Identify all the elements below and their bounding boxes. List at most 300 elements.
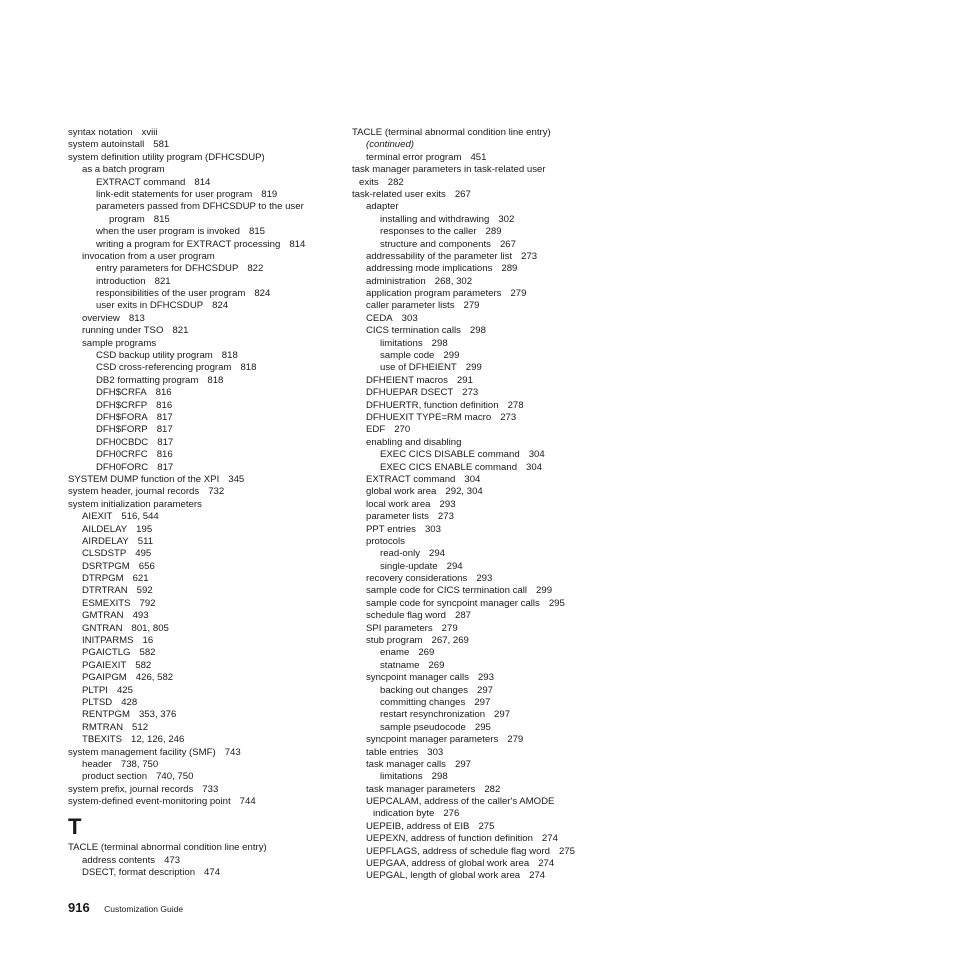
index-term: syncpoint manager parameters — [366, 734, 499, 746]
index-entry — [352, 288, 632, 300]
index-term: limitations — [380, 771, 423, 783]
index-entry — [68, 796, 348, 808]
index-term: system header, journal records — [68, 486, 200, 498]
index-term: DFH$FORP — [96, 424, 148, 436]
index-page-ref: 818 — [221, 350, 238, 362]
index-term: AIEXIT — [82, 511, 113, 523]
index-page-ref: 299 — [536, 585, 553, 597]
index-entry — [352, 251, 632, 263]
index-page-ref: 743 — [224, 746, 241, 758]
index-term: parameters passed from DFHCSDUP to the user — [96, 201, 304, 213]
index-entry — [68, 164, 348, 176]
index-entry — [68, 375, 348, 387]
index-entry — [68, 313, 348, 325]
index-term: CSD backup utility program — [96, 350, 213, 362]
index-page-ref: 297 — [494, 709, 511, 721]
index-entry — [352, 189, 632, 201]
index-page-ref: 824 — [212, 300, 229, 312]
index-term: installing and withdrawing — [380, 213, 490, 225]
index-page-ref: 292, 304 — [445, 486, 483, 498]
index-term: addressing mode implications — [366, 263, 493, 275]
index-entry — [352, 177, 632, 189]
index-entry — [68, 486, 348, 498]
index-term: PGAIEXIT — [82, 659, 127, 671]
index-term: DFH$FORA — [96, 411, 148, 423]
index-page-ref: 822 — [247, 263, 264, 275]
index-entry — [352, 747, 632, 759]
index-page-ref: 744 — [239, 796, 256, 808]
index-term: statname — [380, 659, 420, 671]
index-page-ref: 425 — [116, 684, 133, 696]
index-term: EXEC CICS ENABLE command — [380, 461, 518, 473]
index-page-ref: 275 — [478, 820, 495, 832]
index-entry — [352, 635, 632, 647]
index-page-ref: 267 — [499, 238, 516, 250]
index-term: user exits in DFHCSDUP — [96, 300, 204, 312]
index-term: stub program — [366, 635, 423, 647]
index-entry — [352, 127, 632, 139]
index-page-ref: 814 — [194, 176, 211, 188]
index-term: local work area — [366, 498, 431, 510]
index-page-ref: 353, 376 — [138, 709, 177, 721]
index-term: PGAICTLG — [82, 647, 131, 659]
index-entry — [68, 499, 348, 511]
index-entry — [352, 833, 632, 845]
index-page-ref: 279 — [441, 622, 458, 634]
index-page-ref: 818 — [240, 362, 257, 374]
index-entry — [352, 214, 632, 226]
index-page-ref: 274 — [529, 870, 546, 882]
index-entry — [352, 573, 632, 585]
index-page-ref: 273 — [437, 511, 454, 523]
index-entry — [352, 524, 632, 536]
index-page-ref: 274 — [541, 833, 558, 845]
index-term: overview — [82, 312, 120, 324]
index-entry — [68, 511, 348, 523]
index-entry — [352, 623, 632, 635]
index-term: DFHUEXIT TYPE=RM macro — [366, 411, 492, 423]
index-term: introduction — [96, 275, 146, 287]
index-page-ref: 428 — [121, 696, 138, 708]
page-number: 916 — [68, 900, 90, 915]
index-entry — [68, 412, 348, 424]
index-term: address contents — [82, 854, 156, 866]
index-entry — [352, 338, 632, 350]
index-page-ref: 738, 750 — [120, 758, 159, 770]
index-term: header — [82, 758, 112, 770]
index-entry — [352, 647, 632, 659]
index-term: UEPCALAM, address of the caller's AMODE — [366, 796, 555, 808]
index-entry — [68, 734, 348, 746]
index-entry — [352, 300, 632, 312]
index-term: task manager calls — [366, 758, 446, 770]
index-term: structure and components — [380, 238, 491, 250]
index-term: CICS termination calls — [366, 325, 461, 337]
index-entry — [68, 855, 348, 867]
index-page-ref: 581 — [153, 139, 170, 151]
index-term: RMTRAN — [82, 721, 124, 733]
index-entry — [68, 387, 348, 399]
index-entry — [68, 635, 348, 647]
index-entry — [352, 424, 632, 436]
index-entry — [352, 375, 632, 387]
index-entry — [68, 867, 348, 879]
index-term: adapter — [366, 201, 399, 213]
index-term: application program parameters — [366, 288, 502, 300]
index-page-ref: 817 — [157, 436, 174, 448]
index-term: system-defined event-monitoring point — [68, 796, 231, 808]
index-term: DFHUEPAR DSECT — [366, 387, 454, 399]
index-entry — [352, 561, 632, 573]
index-entry — [352, 784, 632, 796]
index-term: system definition utility program (DFHCSDUP) — [68, 151, 265, 163]
index-term: enabling and disabling — [366, 436, 462, 448]
index-term: DFH0FORC — [96, 461, 149, 473]
index-term: system prefix, journal records — [68, 783, 194, 795]
index-term: sample code for CICS termination call — [366, 585, 528, 597]
index-term: recovery considerations — [366, 573, 468, 585]
index-page-ref: 304 — [464, 473, 481, 485]
index-term: DFH$CRFA — [96, 387, 147, 399]
index-term: indication byte — [373, 808, 435, 820]
index-entry — [68, 548, 348, 560]
index-page-ref: 819 — [261, 188, 278, 200]
index-entry — [68, 288, 348, 300]
index-term: writing a program for EXTRACT processing — [96, 238, 281, 250]
index-entry — [68, 623, 348, 635]
index-page-ref: 299 — [465, 362, 482, 374]
index-page-ref: 298 — [469, 325, 486, 337]
index-page-ref: 268, 302 — [434, 275, 473, 287]
index-term: EDF — [366, 424, 386, 436]
index-page-ref: 274 — [538, 858, 555, 870]
index-term: SYSTEM DUMP function of the XPI — [68, 473, 220, 485]
index-term: INITPARMS — [82, 635, 134, 647]
index-entry — [352, 437, 632, 449]
section-letter-heading: T — [68, 814, 82, 840]
index-page-ref: 269 — [418, 647, 435, 659]
index-entry — [68, 214, 348, 226]
index-page-ref: 511 — [137, 535, 154, 547]
index-entry — [68, 722, 348, 734]
index-entry — [68, 139, 348, 151]
index-entry — [352, 672, 632, 684]
index-page-ref: 792 — [139, 597, 156, 609]
index-page-ref: 426, 582 — [135, 672, 174, 684]
index-term: task-related user exits — [352, 188, 446, 200]
index-entry — [68, 759, 348, 771]
index-page-ref: 302 — [498, 213, 515, 225]
index-term: DTRTRAN — [82, 585, 128, 597]
index-page-ref: 821 — [172, 325, 189, 337]
index-term: UEPGAA, address of global work area — [366, 858, 530, 870]
index-page-ref: 732 — [208, 486, 225, 498]
index-term: sample code — [380, 350, 435, 362]
index-term: backing out changes — [380, 684, 469, 696]
index-term: addressability of the parameter list — [366, 250, 513, 262]
index-entry — [352, 239, 632, 251]
index-term: PPT entries — [366, 523, 416, 535]
index-entry — [68, 784, 348, 796]
index-term: responses to the caller — [380, 226, 477, 238]
index-term: (continued) — [366, 139, 414, 151]
index-term: sample pseudocode — [380, 721, 466, 733]
index-term: DSECT, format description — [82, 867, 196, 879]
index-term: terminal error program — [366, 151, 462, 163]
index-term: CLSDSTP — [82, 548, 127, 560]
index-entry — [68, 325, 348, 337]
index-term: DTRPGM — [82, 573, 124, 585]
index-entry — [68, 127, 348, 139]
index-page-ref: 516, 544 — [121, 511, 159, 523]
index-entry — [68, 647, 348, 659]
index-term: DB2 formatting program — [96, 374, 199, 386]
index-page-ref: 816 — [156, 399, 173, 411]
index-entry — [352, 697, 632, 709]
index-entry — [352, 462, 632, 474]
index-page-ref: 345 — [228, 473, 245, 485]
index-term: CSD cross-referencing program — [96, 362, 232, 374]
index-page-ref: xviii — [141, 127, 158, 138]
index-term: table entries — [366, 746, 419, 758]
index-entry — [68, 524, 348, 536]
index-page-ref: 817 — [156, 424, 173, 436]
index-page-ref: 474 — [204, 867, 221, 879]
index-term: ename — [380, 647, 410, 659]
index-term: caller parameter lists — [366, 300, 455, 312]
index-entry — [352, 499, 632, 511]
index-entry — [352, 486, 632, 498]
index-term: sample programs — [82, 337, 157, 349]
index-entry — [352, 152, 632, 164]
index-entry — [352, 362, 632, 374]
index-page-ref: 824 — [254, 288, 271, 300]
index-page-ref: 269 — [428, 659, 445, 671]
index-term: DFH$CRFP — [96, 399, 148, 411]
index-term: TBEXITS — [82, 734, 122, 746]
index-page-ref: 289 — [485, 226, 502, 238]
index-entry — [352, 387, 632, 399]
index-page-ref: 16 — [142, 635, 154, 647]
index-entry — [352, 511, 632, 523]
index-term: AIRDELAY — [82, 535, 129, 547]
index-entry — [352, 685, 632, 697]
index-term: UEPEIB, address of EIB — [366, 820, 470, 832]
index-entry — [352, 734, 632, 746]
index-entry — [68, 239, 348, 251]
index-page-ref: 814 — [289, 238, 306, 250]
index-entry — [352, 350, 632, 362]
index-entry — [352, 598, 632, 610]
index-entry — [352, 139, 632, 151]
index-entry — [352, 796, 632, 808]
index-page-ref: 267 — [454, 188, 471, 200]
index-page-ref: 304 — [526, 461, 543, 473]
index-term: running under TSO — [82, 325, 164, 337]
index-entry — [352, 821, 632, 833]
index-term: GMTRAN — [82, 610, 124, 622]
index-entry — [68, 660, 348, 672]
index-entry — [68, 201, 348, 213]
index-term: EXTRACT command — [96, 176, 186, 188]
index-term: protocols — [366, 535, 405, 547]
index-page-ref: 582 — [139, 647, 156, 659]
index-page-ref: 815 — [153, 213, 170, 225]
index-page-ref: 282 — [387, 176, 404, 188]
index-term: syncpoint manager calls — [366, 672, 469, 684]
index-entry — [68, 152, 348, 164]
index-entry — [68, 424, 348, 436]
index-entry — [68, 598, 348, 610]
index-page-ref: 451 — [470, 151, 487, 163]
index-entry — [352, 771, 632, 783]
index-entry — [68, 300, 348, 312]
index-entry — [68, 685, 348, 697]
index-entry — [352, 759, 632, 771]
index-term: EXEC CICS DISABLE command — [380, 449, 520, 461]
index-entry — [68, 362, 348, 374]
index-page-ref: 297 — [454, 758, 471, 770]
index-entry — [68, 747, 348, 759]
page-footer — [68, 899, 183, 917]
index-term: product section — [82, 771, 148, 783]
index-entry — [68, 189, 348, 201]
index-entry — [352, 722, 632, 734]
index-term: administration — [366, 275, 426, 287]
index-page-ref: 817 — [157, 461, 174, 473]
index-page-ref: 294 — [446, 560, 463, 572]
index-entry — [352, 709, 632, 721]
index-entry — [68, 449, 348, 461]
index-page-ref: 813 — [128, 312, 145, 324]
index-term: global work area — [366, 486, 437, 498]
index-entry — [68, 400, 348, 412]
index-page-ref: 295 — [548, 597, 565, 609]
index-column-right — [352, 127, 632, 883]
index-term: program — [109, 213, 145, 225]
index-page-ref: 815 — [248, 226, 265, 238]
index-term: responsibilities of the user program — [96, 288, 246, 300]
index-page-ref: 621 — [132, 573, 149, 585]
index-term: TACLE (terminal abnormal condition line entry) — [68, 842, 267, 854]
index-entry — [68, 462, 348, 474]
index-term: DFHEIENT macros — [366, 374, 448, 386]
index-page-ref: 294 — [429, 548, 446, 560]
index-page-ref: 303 — [424, 523, 441, 535]
index-term: PGAIPGM — [82, 672, 127, 684]
index-page-ref: 270 — [394, 424, 411, 436]
index-page-ref: 582 — [135, 659, 152, 671]
index-page-ref: 297 — [477, 684, 494, 696]
index-entry — [68, 842, 348, 854]
index-page-ref: 282 — [484, 783, 501, 795]
index-page-ref: 298 — [431, 337, 448, 349]
index-term: read-only — [380, 548, 420, 560]
index-page-ref: 818 — [207, 374, 224, 386]
index-entry — [352, 610, 632, 622]
index-entry — [68, 697, 348, 709]
index-entry — [68, 474, 348, 486]
index-term: PLTPI — [82, 684, 108, 696]
index-term: system management facility (SMF) — [68, 746, 216, 758]
index-entry — [68, 561, 348, 573]
index-term: committing changes — [380, 696, 466, 708]
index-entry — [352, 276, 632, 288]
index-entry — [68, 263, 348, 275]
index-term: RENTPGM — [82, 709, 130, 721]
index-entry — [68, 350, 348, 362]
index-term: sample code for syncpoint manager calls — [366, 597, 540, 609]
index-term: limitations — [380, 337, 423, 349]
index-page-ref: 299 — [443, 350, 460, 362]
index-term: DFHUERTR, function definition — [366, 399, 499, 411]
index-entry — [352, 548, 632, 560]
index-entry — [352, 585, 632, 597]
index-entry — [68, 610, 348, 622]
index-entry — [68, 771, 348, 783]
index-page-ref: 273 — [500, 411, 517, 423]
index-page-ref: 298 — [431, 771, 448, 783]
index-entry — [352, 474, 632, 486]
index-page-ref: 278 — [507, 399, 524, 411]
index-entry — [68, 276, 348, 288]
index-term: link-edit statements for user program — [96, 188, 253, 200]
index-term: UEPEXN, address of function definition — [366, 833, 533, 845]
index-term: UEPGAL, length of global work area — [366, 870, 521, 882]
index-entry — [352, 263, 632, 275]
index-entry — [352, 226, 632, 238]
index-entry — [68, 251, 348, 263]
index-page-ref: 273 — [521, 250, 538, 262]
index-entry — [68, 573, 348, 585]
index-entry — [68, 709, 348, 721]
index-entry — [68, 338, 348, 350]
index-page-ref: 656 — [138, 560, 155, 572]
index-page-ref: 512 — [132, 721, 149, 733]
index-page-ref: 740, 750 — [156, 771, 194, 783]
index-page-ref: 195 — [136, 523, 153, 535]
index-page-ref: 293 — [476, 573, 493, 585]
index-entry — [68, 177, 348, 189]
index-page-ref: 821 — [154, 275, 171, 287]
index-page-ref: 279 — [507, 734, 524, 746]
index-term: when the user program is invoked — [96, 226, 240, 238]
index-term: GNTRAN — [82, 622, 123, 634]
index-term: invocation from a user program — [82, 250, 215, 262]
index-page-ref: 275 — [558, 845, 575, 857]
index-page-ref: 289 — [501, 263, 518, 275]
index-entry — [352, 313, 632, 325]
index-term: UEPFLAGS, address of schedule flag word — [366, 845, 550, 857]
index-page-ref: 279 — [463, 300, 480, 312]
index-term: DFH0CBDC — [96, 436, 149, 448]
index-page-ref: 293 — [477, 672, 494, 684]
index-term: AILDELAY — [82, 523, 128, 535]
index-page-ref: 279 — [510, 288, 527, 300]
index-page-ref: 297 — [474, 696, 491, 708]
index-page-ref: 303 — [401, 312, 418, 324]
index-term: entry parameters for DFHCSDUP — [96, 263, 239, 275]
book-title: Customization Guide — [104, 904, 184, 914]
index-page-ref: 12, 126, 246 — [130, 734, 185, 746]
index-term: DFH0CRFC — [96, 449, 148, 461]
index-entry — [352, 164, 632, 176]
index-entry — [352, 400, 632, 412]
index-page-ref: 287 — [455, 610, 472, 622]
index-term: PLTSD — [82, 696, 113, 708]
index-column-left — [68, 127, 348, 880]
index-term: as a batch program — [82, 164, 165, 176]
